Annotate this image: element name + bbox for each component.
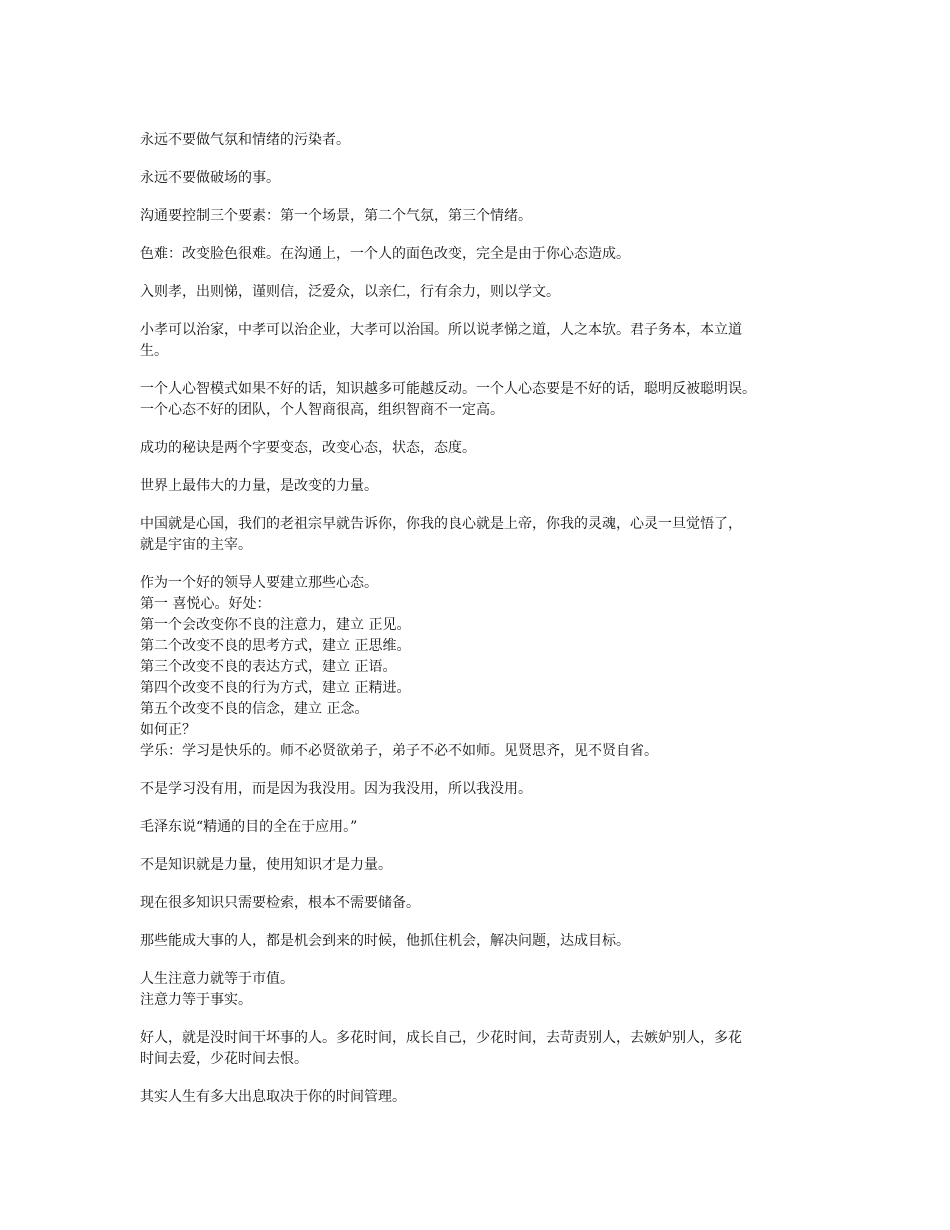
text-line: 时间去爱，少花时间去恨。 [140,1051,308,1067]
text-line: 第五个改变不良的信念，建立 正念。 [140,701,369,717]
paragraph [140,282,820,303]
paragraph [140,779,820,800]
paragraph [140,1028,820,1070]
paragraph [140,244,820,265]
text-line: 第三个改变不良的表达方式，建立 正语。 [140,659,397,675]
text-line: 成功的秘诀是两个字要变态，改变心态，状态，态度。 [140,440,476,456]
text-line: 生。 [140,343,168,359]
paragraph [140,893,820,914]
paragraph [140,969,820,1011]
paragraph [140,855,820,876]
text-line: 第四个改变不良的行为方式，建立 正精进。 [140,680,411,696]
text-line: 如何正？ [140,722,196,738]
document-page [140,130,820,1125]
text-line: 就是宇宙的主宰。 [140,537,252,553]
text-line: 第一个会改变你不良的注意力，建立 正见。 [140,617,411,633]
paragraph [140,206,820,227]
text-line: 沟通要控制三个要素：第一个场景，第二个气氛，第三个情绪。 [140,208,532,224]
text-line: 现在很多知识只需要检索，根本不需要储备。 [140,895,420,911]
paragraph [140,168,820,189]
text-line: 毛泽东说“精通的目的全在于应用。” [140,819,358,835]
text-line: 一个人心智模式如果不好的话，知识越多可能越反动。一个人心态要是不好的话，聪明反被聪明误。 [140,381,756,397]
text-line: 不是知识就是力量，使用知识才是力量。 [140,857,392,873]
text-line: 入则孝，出则悌，谨则信，泛爱众，以亲仁，行有余力，则以学文。 [140,284,560,300]
text-line: 色难：改变脸色很难。在沟通上，一个人的面色改变，完全是由于你心态造成。 [140,246,630,262]
text-line: 注意力等于事实。 [140,992,252,1008]
text-line: 不是学习没有用，而是因为我没用。因为我没用，所以我没用。 [140,781,532,797]
text-line: 第二个改变不良的思考方式，建立 正思维。 [140,638,411,654]
text-line: 一个心态不好的团队，个人智商很高，组织智商不一定高。 [140,402,504,418]
paragraph [140,931,820,952]
text-line: 第一 喜悦心。好处： [140,596,271,612]
paragraph [140,573,820,762]
text-line: 永远不要做气氛和情绪的污染者。 [140,132,350,148]
paragraph [140,320,820,362]
paragraph [140,514,820,556]
text-line: 世界上最伟大的力量，是改变的力量。 [140,478,378,494]
text-line: 其实人生有多大出息取决于你的时间管理。 [140,1089,406,1105]
text-line: 好人，就是没时间干坏事的人。多花时间，成长自己，少花时间，去苛责别人，去嫉妒别人，多花 [140,1030,742,1046]
text-line: 小孝可以治家，中孝可以治企业，大孝可以治国。所以说孝悌之道，人之本欤。君子务本，本立道 [140,322,742,338]
paragraph [140,438,820,459]
paragraph [140,817,820,838]
text-line: 作为一个好的领导人要建立那些心态。 [140,575,378,591]
text-line: 那些能成大事的人，都是机会到来的时候，他抓住机会，解决问题，达成目标。 [140,933,630,949]
text-line: 永远不要做破场的事。 [140,170,280,186]
paragraph [140,476,820,497]
paragraph [140,1087,820,1108]
paragraph [140,130,820,151]
paragraph [140,379,820,421]
text-line: 中国就是心国，我们的老祖宗早就告诉你，你我的良心就是上帝，你我的灵魂，心灵一旦觉悟了， [140,516,742,532]
text-line: 学乐：学习是快乐的。师不必贤欲弟子，弟子不必不如师。见贤思齐，见不贤自省。 [140,743,658,759]
text-line: 人生注意力就等于市值。 [140,971,294,987]
